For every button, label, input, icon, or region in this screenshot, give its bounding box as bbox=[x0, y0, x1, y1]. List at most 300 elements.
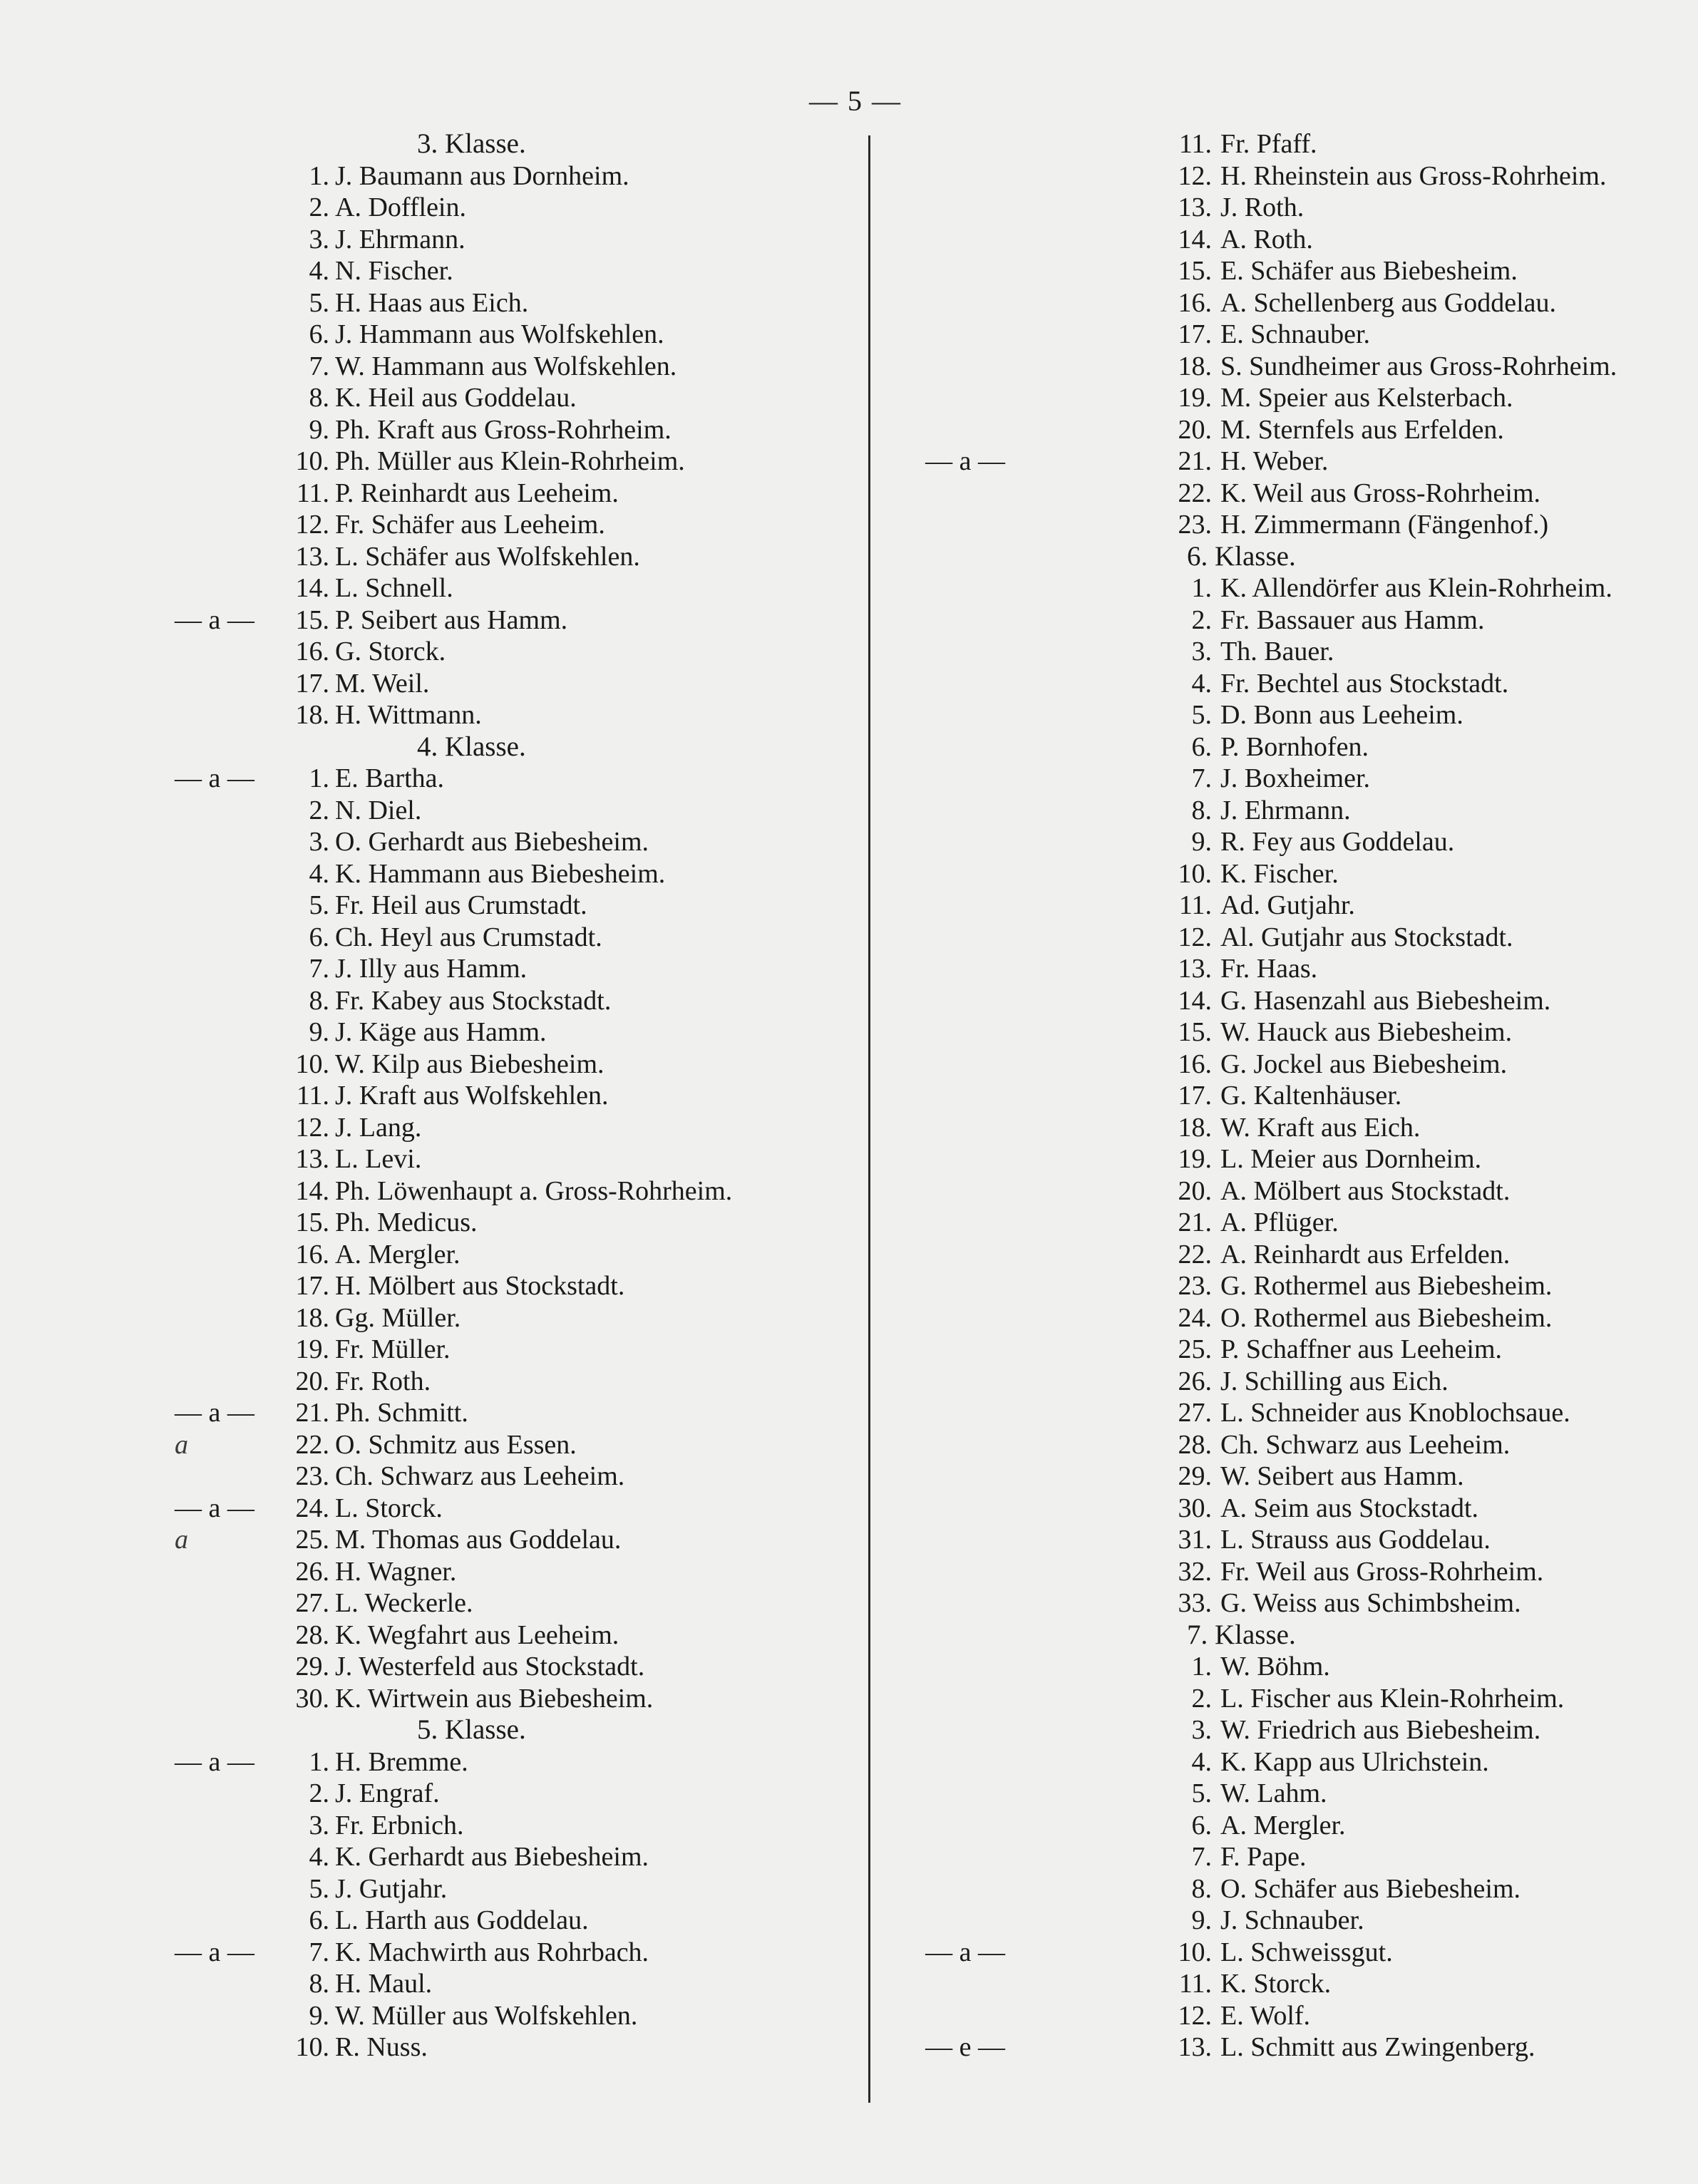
student-name: A. Mergler. bbox=[335, 1239, 460, 1269]
entry-number: 2. bbox=[309, 795, 329, 825]
student-entry bbox=[0, 1937, 848, 1969]
student-name: W. Müller aus Wolfskehlen. bbox=[335, 2000, 638, 2031]
entry-number: 7. bbox=[309, 1937, 329, 1967]
student-name: S. Sundheimer aus Gross-Rohrheim. bbox=[1220, 351, 1617, 381]
student-name: Ph. Löwenhaupt a. Gross-Rohrheim. bbox=[335, 1175, 733, 1206]
student-name: J. Gutjahr. bbox=[335, 1873, 448, 1904]
student-entry bbox=[0, 1619, 848, 1652]
student-name: K. Fischer. bbox=[1220, 858, 1339, 889]
student-entry bbox=[0, 890, 848, 922]
student-name: J. Engraf. bbox=[335, 1778, 440, 1808]
student-entry bbox=[0, 1302, 848, 1334]
student-entry bbox=[848, 1112, 1698, 1144]
student-name: Fr. Müller. bbox=[335, 1334, 451, 1364]
student-name: Ph. Kraft aus Gross-Rohrheim. bbox=[335, 414, 672, 445]
student-entry bbox=[0, 1651, 848, 1683]
student-entry bbox=[0, 1112, 848, 1144]
class-heading-text: 3. Klasse. bbox=[417, 128, 526, 159]
student-name: G. Weiss aus Schimbsheim. bbox=[1220, 1588, 1521, 1618]
student-name: Fr. Haas. bbox=[1220, 954, 1318, 984]
student-entry bbox=[848, 1810, 1698, 1842]
student-entry bbox=[848, 1905, 1698, 1937]
entry-number: 2. bbox=[309, 1778, 329, 1808]
entry-number: 20. bbox=[295, 1366, 329, 1396]
student-entry bbox=[0, 953, 848, 985]
entry-number: 11. bbox=[296, 1081, 329, 1111]
entry-number: 16. bbox=[1178, 1049, 1212, 1079]
student-name: J. Illy aus Hamm. bbox=[335, 954, 528, 984]
entry-number: 28. bbox=[1178, 1429, 1212, 1460]
class-heading bbox=[0, 128, 848, 160]
page-number: — 5 — bbox=[809, 85, 902, 117]
annotation-mark: — a — bbox=[175, 1937, 254, 1967]
entry-number: 24. bbox=[1178, 1302, 1212, 1333]
student-name: W. Böhm. bbox=[1220, 1652, 1330, 1681]
student-entry bbox=[0, 1841, 848, 1873]
student-entry bbox=[0, 1175, 848, 1207]
entry-number: 14. bbox=[295, 573, 329, 603]
student-name: E. Schäfer aus Biebesheim. bbox=[1220, 256, 1518, 286]
annotation-mark: — a — bbox=[175, 1493, 254, 1523]
student-name: M. Thomas aus Goddelau. bbox=[335, 1525, 622, 1555]
class-heading bbox=[0, 731, 848, 763]
student-name: Gg. Müller. bbox=[335, 1302, 461, 1333]
entry-number: 5. bbox=[309, 287, 329, 318]
entry-number: 17. bbox=[1178, 319, 1212, 349]
student-entry bbox=[0, 826, 848, 858]
student-entry bbox=[0, 763, 848, 795]
student-entry bbox=[848, 2000, 1698, 2032]
entry-number: 12. bbox=[1178, 2000, 1212, 2031]
student-entry bbox=[0, 1587, 848, 1619]
entry-number: 12. bbox=[295, 1112, 329, 1143]
student-name: L. Strauss aus Goddelau. bbox=[1220, 1525, 1491, 1555]
student-entry bbox=[0, 1016, 848, 1049]
entry-number: 13. bbox=[295, 1144, 329, 1174]
student-entry bbox=[848, 319, 1698, 351]
entry-number: 30. bbox=[1178, 1493, 1212, 1523]
student-name: Fr. Bassauer aus Hamm. bbox=[1220, 604, 1485, 635]
entry-number: 9. bbox=[309, 2000, 329, 2031]
student-name: Ch. Schwarz aus Leeheim. bbox=[335, 1461, 625, 1491]
entry-number: 4. bbox=[1191, 668, 1212, 699]
student-name: N. Diel. bbox=[335, 795, 422, 825]
student-entry bbox=[848, 668, 1698, 700]
student-name: P. Reinhardt aus Leeheim. bbox=[335, 478, 619, 508]
entry-number: 21. bbox=[1178, 446, 1212, 476]
student-entry bbox=[0, 795, 848, 827]
student-name: E. Wolf. bbox=[1220, 2000, 1311, 2031]
student-name: L. Schweissgut. bbox=[1220, 1937, 1393, 1967]
student-entry bbox=[848, 224, 1698, 256]
entry-number: 8. bbox=[309, 985, 329, 1016]
student-entry bbox=[848, 1334, 1698, 1366]
entry-number: 20. bbox=[1178, 1175, 1212, 1206]
student-entry bbox=[848, 1746, 1698, 1778]
entry-number: 18. bbox=[295, 1302, 329, 1333]
student-entry bbox=[0, 192, 848, 224]
student-name: L. Fischer aus Klein-Rohrheim. bbox=[1220, 1683, 1565, 1714]
student-name: A. Dofflein. bbox=[335, 192, 466, 222]
student-entry bbox=[848, 351, 1698, 383]
entry-number: 7. bbox=[1191, 763, 1212, 793]
student-name: G. Kaltenhäuser. bbox=[1220, 1081, 1402, 1111]
student-name: K. Gerhardt aus Biebesheim. bbox=[335, 1842, 649, 1872]
student-entry bbox=[0, 382, 848, 414]
entry-number: 23. bbox=[295, 1461, 329, 1491]
student-name: W. Lahm. bbox=[1220, 1778, 1327, 1808]
student-entry bbox=[0, 1873, 848, 1905]
student-entry bbox=[848, 985, 1698, 1017]
student-entry bbox=[848, 128, 1698, 160]
student-entry bbox=[0, 1270, 848, 1302]
entry-number: 2. bbox=[309, 192, 329, 222]
class-heading bbox=[848, 1619, 1698, 1652]
entry-number: 6. bbox=[309, 922, 329, 952]
entry-number: 21. bbox=[1178, 1207, 1212, 1237]
student-name: W. Friedrich aus Biebesheim. bbox=[1220, 1715, 1541, 1745]
student-name: Al. Gutjahr aus Stockstadt. bbox=[1220, 922, 1513, 952]
class-heading-text: 4. Klasse. bbox=[417, 731, 526, 762]
student-entry bbox=[848, 1270, 1698, 1302]
student-name: J. Roth. bbox=[1220, 192, 1305, 222]
student-name: J. Lang. bbox=[335, 1112, 422, 1143]
student-entry bbox=[0, 414, 848, 446]
student-entry bbox=[848, 826, 1698, 858]
entry-number: 9. bbox=[309, 1017, 329, 1047]
student-name: Fr. Heil aus Crumstadt. bbox=[335, 890, 587, 920]
student-entry bbox=[848, 1049, 1698, 1081]
entry-number: 16. bbox=[1178, 287, 1212, 318]
student-entry bbox=[0, 1493, 848, 1525]
student-name: L. Meier aus Dornheim. bbox=[1220, 1144, 1482, 1174]
entry-number: 9. bbox=[1191, 827, 1212, 857]
entry-number: 15. bbox=[1178, 256, 1212, 286]
student-entry bbox=[848, 922, 1698, 954]
entry-number: 5. bbox=[1191, 700, 1212, 730]
student-entry bbox=[0, 224, 848, 256]
student-name: Ch. Heyl aus Crumstadt. bbox=[335, 922, 602, 952]
entry-number: 33. bbox=[1178, 1588, 1212, 1618]
student-entry bbox=[848, 699, 1698, 731]
student-entry bbox=[848, 795, 1698, 827]
student-entry bbox=[848, 509, 1698, 541]
student-name: K. Wegfahrt aus Leeheim. bbox=[335, 1619, 619, 1650]
entry-number: 13. bbox=[1178, 2032, 1212, 2062]
entry-number: 5. bbox=[309, 1873, 329, 1904]
student-entry bbox=[848, 1683, 1698, 1715]
entry-number: 1. bbox=[309, 763, 329, 793]
entry-number: 22. bbox=[1178, 1239, 1212, 1269]
student-name: J. Westerfeld aus Stockstadt. bbox=[335, 1652, 645, 1681]
student-entry bbox=[0, 668, 848, 700]
entry-number: 25. bbox=[1178, 1334, 1212, 1364]
entry-number: 4. bbox=[309, 256, 329, 286]
student-entry bbox=[848, 1175, 1698, 1207]
student-name: K. Kapp aus Ulrichstein. bbox=[1220, 1746, 1489, 1777]
student-entry bbox=[0, 478, 848, 510]
student-name: K. Hammann aus Biebesheim. bbox=[335, 858, 666, 889]
entry-number: 28. bbox=[295, 1619, 329, 1650]
student-entry bbox=[0, 572, 848, 604]
student-entry bbox=[0, 604, 848, 637]
student-name: W. Kilp aus Biebesheim. bbox=[335, 1049, 604, 1079]
student-entry bbox=[0, 1746, 848, 1778]
entry-number: 8. bbox=[1191, 795, 1212, 825]
annotation-mark: — a — bbox=[175, 763, 254, 793]
student-entry bbox=[848, 1524, 1698, 1556]
student-name: O. Gerhardt aus Biebesheim. bbox=[335, 827, 649, 857]
student-entry bbox=[0, 1461, 848, 1493]
student-name: Fr. Roth. bbox=[335, 1366, 431, 1396]
annotation-mark: — e — bbox=[925, 2032, 1005, 2062]
student-name: O. Rothermel aus Biebesheim. bbox=[1220, 1302, 1553, 1333]
entry-number: 32. bbox=[1178, 1556, 1212, 1587]
student-name: K. Storck. bbox=[1220, 1969, 1332, 1999]
student-entry bbox=[0, 1524, 848, 1556]
entry-number: 29. bbox=[295, 1652, 329, 1681]
entry-number: 15. bbox=[295, 604, 329, 635]
student-name: L. Levi. bbox=[335, 1144, 422, 1174]
entry-number: 4. bbox=[1191, 1746, 1212, 1777]
student-name: N. Fischer. bbox=[335, 256, 453, 286]
entry-number: 15. bbox=[1178, 1017, 1212, 1047]
student-name: P. Bornhofen. bbox=[1220, 731, 1369, 762]
entry-number: 7. bbox=[309, 954, 329, 984]
left-column bbox=[0, 128, 848, 2064]
class-heading-text: 6. Klasse. bbox=[1187, 540, 1296, 572]
annotation-mark: a bbox=[175, 1525, 188, 1555]
student-name: Fr. Erbnich. bbox=[335, 1810, 464, 1840]
student-entry bbox=[848, 1556, 1698, 1588]
entry-number: 13. bbox=[1178, 192, 1212, 222]
annotation-mark: — a — bbox=[175, 1746, 254, 1777]
student-name: L. Weckerle. bbox=[335, 1588, 473, 1618]
student-name: A. Reinhardt aus Erfelden. bbox=[1220, 1239, 1511, 1269]
student-entry bbox=[0, 1239, 848, 1271]
student-entry bbox=[848, 636, 1698, 668]
student-name: Th. Bauer. bbox=[1220, 637, 1334, 666]
entry-number: 1. bbox=[1191, 573, 1212, 603]
student-name: H. Wittmann. bbox=[335, 700, 482, 730]
student-name: J. Kraft aus Wolfskehlen. bbox=[335, 1081, 609, 1111]
student-entry bbox=[0, 699, 848, 731]
student-name: E. Bartha. bbox=[335, 763, 445, 793]
student-entry bbox=[848, 1302, 1698, 1334]
student-name: H. Bremme. bbox=[335, 1746, 468, 1777]
student-name: L. Schneider aus Knoblochsaue. bbox=[1220, 1398, 1570, 1428]
student-name: Fr. Bechtel aus Stockstadt. bbox=[1220, 668, 1509, 699]
entry-number: 26. bbox=[295, 1556, 329, 1587]
student-name: P. Seibert aus Hamm. bbox=[335, 604, 568, 635]
student-entry bbox=[848, 1366, 1698, 1398]
student-name: L. Schmitt aus Zwingenberg. bbox=[1220, 2032, 1535, 2062]
student-entry bbox=[848, 763, 1698, 795]
student-entry bbox=[848, 1493, 1698, 1525]
student-name: D. Bonn aus Leeheim. bbox=[1220, 700, 1463, 730]
student-entry bbox=[848, 953, 1698, 985]
student-entry bbox=[0, 541, 848, 573]
student-name: H. Zimmermann (Fängenhof.) bbox=[1220, 510, 1549, 540]
annotation-mark: — a — bbox=[925, 1937, 1005, 1967]
entry-number: 10. bbox=[295, 2032, 329, 2062]
entry-number: 3. bbox=[309, 224, 329, 254]
entry-number: 22. bbox=[1178, 478, 1212, 508]
student-entry bbox=[848, 731, 1698, 763]
student-entry bbox=[848, 1841, 1698, 1873]
student-name: K. Heil aus Goddelau. bbox=[335, 383, 577, 413]
entry-number: 25. bbox=[295, 1525, 329, 1555]
student-name: H. Weber. bbox=[1220, 446, 1329, 476]
entry-number: 11. bbox=[1178, 890, 1212, 920]
student-name: K. Allendörfer aus Klein-Rohrheim. bbox=[1220, 573, 1612, 603]
entry-number: 6. bbox=[309, 1905, 329, 1935]
student-name: A. Mölbert aus Stockstadt. bbox=[1220, 1175, 1511, 1206]
student-entry bbox=[0, 351, 848, 383]
student-entry bbox=[848, 1239, 1698, 1271]
entry-number: 3. bbox=[1191, 637, 1212, 666]
student-name: Ad. Gutjahr. bbox=[1220, 890, 1355, 920]
entry-number: 21. bbox=[295, 1398, 329, 1428]
entry-number: 23. bbox=[1178, 1271, 1212, 1301]
entry-number: 9. bbox=[1191, 1905, 1212, 1935]
student-name: J. Schilling aus Eich. bbox=[1220, 1366, 1449, 1396]
entry-number: 18. bbox=[295, 700, 329, 730]
student-name: Ph. Müller aus Klein-Rohrheim. bbox=[335, 446, 685, 476]
student-name: A. Pflüger. bbox=[1220, 1207, 1339, 1237]
student-entry bbox=[848, 1429, 1698, 1461]
student-name: E. Schnauber. bbox=[1220, 319, 1371, 349]
student-entry bbox=[848, 1080, 1698, 1112]
student-entry bbox=[0, 1556, 848, 1588]
entry-number: 12. bbox=[295, 510, 329, 540]
student-name: G. Jockel aus Biebesheim. bbox=[1220, 1049, 1508, 1079]
student-entry bbox=[0, 445, 848, 478]
student-entry bbox=[0, 1143, 848, 1175]
student-name: J. Käge aus Hamm. bbox=[335, 1017, 547, 1047]
student-name: P. Schaffner aus Leeheim. bbox=[1220, 1334, 1503, 1364]
student-entry bbox=[848, 160, 1698, 192]
entry-number: 30. bbox=[295, 1683, 329, 1714]
entry-number: 24. bbox=[295, 1493, 329, 1523]
entry-number: 2. bbox=[1191, 1683, 1212, 1714]
student-entry bbox=[848, 1937, 1698, 1969]
student-entry bbox=[848, 1968, 1698, 2000]
entry-number: 5. bbox=[1191, 1778, 1212, 1808]
student-name: W. Hammann aus Wolfskehlen. bbox=[335, 351, 677, 381]
entry-number: 6. bbox=[1191, 731, 1212, 762]
student-name: H. Wagner. bbox=[335, 1556, 457, 1587]
entry-number: 26. bbox=[1178, 1366, 1212, 1396]
student-entry bbox=[848, 382, 1698, 414]
student-name: R. Nuss. bbox=[335, 2032, 428, 2062]
entry-number: 15. bbox=[295, 1207, 329, 1237]
entry-number: 8. bbox=[309, 1969, 329, 1999]
entry-number: 5. bbox=[309, 890, 329, 920]
student-entry bbox=[0, 858, 848, 890]
student-entry bbox=[848, 287, 1698, 319]
entry-number: 18. bbox=[1178, 1112, 1212, 1143]
student-entry bbox=[0, 1778, 848, 1810]
student-name: J. Baumann aus Dornheim. bbox=[335, 160, 629, 191]
student-name: W. Hauck aus Biebesheim. bbox=[1220, 1017, 1513, 1047]
class-heading-text: 5. Klasse. bbox=[417, 1714, 526, 1745]
student-entry bbox=[848, 2031, 1698, 2064]
student-entry bbox=[848, 1207, 1698, 1239]
student-name: L. Schäfer aus Wolfskehlen. bbox=[335, 541, 640, 572]
entry-number: 16. bbox=[295, 637, 329, 666]
entry-number: 8. bbox=[309, 383, 329, 413]
student-name: J. Schnauber. bbox=[1220, 1905, 1364, 1935]
entry-number: 8. bbox=[1191, 1873, 1212, 1904]
student-name: J. Ehrmann. bbox=[335, 224, 465, 254]
student-name: F. Pape. bbox=[1220, 1842, 1307, 1872]
entry-number: 17. bbox=[295, 668, 329, 699]
entry-number: 13. bbox=[295, 541, 329, 572]
class-heading bbox=[848, 541, 1698, 573]
student-entry bbox=[0, 1397, 848, 1429]
student-name: R. Fey aus Goddelau. bbox=[1220, 827, 1455, 857]
student-name: J. Ehrmann. bbox=[1220, 795, 1351, 825]
right-column bbox=[848, 128, 1698, 2064]
entry-number: 14. bbox=[1178, 985, 1212, 1016]
student-entry bbox=[0, 1968, 848, 2000]
student-entry bbox=[848, 1651, 1698, 1683]
student-entry bbox=[0, 1207, 848, 1239]
student-name: W. Kraft aus Eich. bbox=[1220, 1112, 1421, 1143]
student-name: J. Boxheimer. bbox=[1220, 763, 1371, 793]
student-name: A. Mergler. bbox=[1220, 1810, 1346, 1840]
entry-number: 10. bbox=[295, 446, 329, 476]
student-entry bbox=[848, 604, 1698, 637]
student-name: Ph. Schmitt. bbox=[335, 1398, 468, 1428]
student-entry bbox=[0, 985, 848, 1017]
student-name: M. Weil. bbox=[335, 668, 430, 699]
student-entry bbox=[848, 1778, 1698, 1810]
annotation-mark: — a — bbox=[175, 604, 254, 635]
entry-number: 16. bbox=[295, 1239, 329, 1269]
entry-number: 27. bbox=[1178, 1398, 1212, 1428]
entry-number: 10. bbox=[1178, 858, 1212, 889]
student-entry bbox=[848, 572, 1698, 604]
entry-number: 6. bbox=[309, 319, 329, 349]
student-name: A. Schellenberg aus Goddelau. bbox=[1220, 287, 1557, 318]
student-entry bbox=[848, 890, 1698, 922]
student-entry bbox=[848, 1714, 1698, 1746]
entry-number: 12. bbox=[1178, 922, 1212, 952]
student-entry bbox=[0, 922, 848, 954]
entry-number: 27. bbox=[295, 1588, 329, 1618]
student-name: K. Weil aus Gross-Rohrheim. bbox=[1220, 478, 1541, 508]
student-name: J. Hammann aus Wolfskehlen. bbox=[335, 319, 664, 349]
student-name: K. Wirtwein aus Biebesheim. bbox=[335, 1683, 654, 1714]
student-name: L. Schnell. bbox=[335, 573, 453, 603]
entry-number: 14. bbox=[1178, 224, 1212, 254]
entry-number: 11. bbox=[296, 478, 329, 508]
student-entry bbox=[848, 1016, 1698, 1049]
student-entry bbox=[848, 1461, 1698, 1493]
entry-number: 12. bbox=[1178, 160, 1212, 191]
student-entry bbox=[0, 636, 848, 668]
student-name: A. Roth. bbox=[1220, 224, 1313, 254]
student-name: K. Machwirth aus Rohrbach. bbox=[335, 1937, 649, 1967]
student-name: W. Seibert aus Hamm. bbox=[1220, 1461, 1464, 1491]
entry-number: 18. bbox=[1178, 351, 1212, 381]
student-entry bbox=[0, 509, 848, 541]
student-name: O. Schäfer aus Biebesheim. bbox=[1220, 1873, 1521, 1904]
student-name: L. Harth aus Goddelau. bbox=[335, 1905, 589, 1935]
entry-number: 11. bbox=[1178, 129, 1212, 159]
